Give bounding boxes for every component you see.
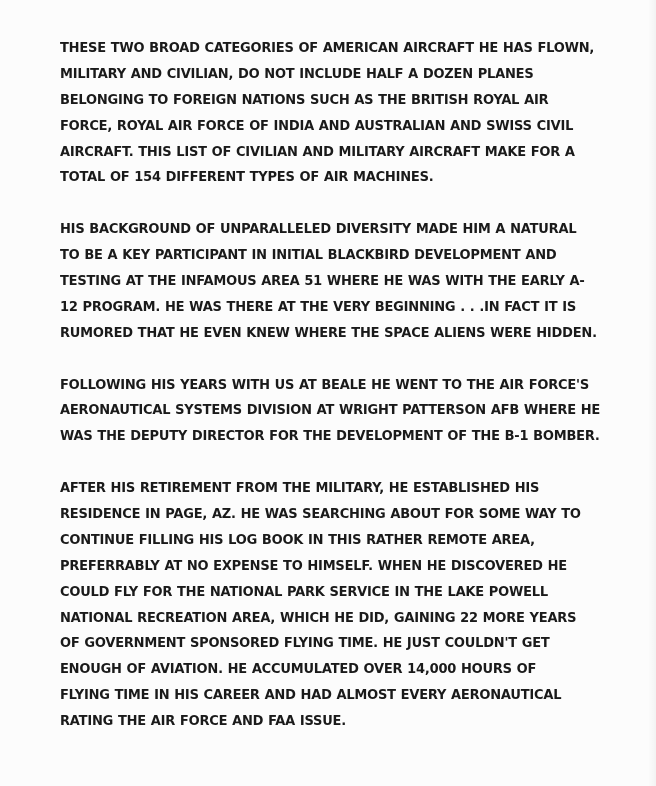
text-line: BELONGING TO FOREIGN NATIONS SUCH AS THE BRITISH ROYAL AIR: [60, 92, 549, 108]
text-line: FOLLOWING HIS YEARS WITH US AT BEALE HE WENT TO THE AIR FORCE'S: [60, 377, 589, 393]
paragraph-retirement: [60, 476, 630, 735]
text-line: TESTING AT THE INFAMOUS AREA 51 WHERE HE WAS WITH THE EARLY A-: [60, 274, 585, 290]
paragraph-aircraft-categories: [60, 36, 630, 191]
text-line: FLYING TIME IN HIS CAREER AND HAD ALMOST EVERY AERONAUTICAL: [60, 688, 562, 704]
text-line: RATING THE AIR FORCE AND FAA ISSUE.: [60, 714, 346, 730]
paragraph-wright-patterson: [60, 373, 630, 451]
text-line: AERONAUTICAL SYSTEMS DIVISION AT WRIGHT PATTERSON AFB WHERE HE: [60, 403, 601, 419]
text-line: ENOUGH OF AVIATION. HE ACCUMULATED OVER 14,000 HOURS OF: [60, 662, 537, 678]
text-line: RUMORED THAT HE EVEN KNEW WHERE THE SPACE ALIENS WERE HIDDEN.: [60, 325, 597, 341]
text-line: TO BE A KEY PARTICIPANT IN INITIAL BLACKBIRD DEVELOPMENT AND: [60, 248, 557, 264]
paragraph-blackbird-development: [60, 217, 630, 346]
text-line: 12 PROGRAM. HE WAS THERE AT THE VERY BEGINNING . . .IN FACT IT IS: [60, 299, 577, 315]
text-line: COULD FLY FOR THE NATIONAL PARK SERVICE IN THE LAKE POWELL: [60, 584, 548, 600]
text-line: CONTINUE FILLING HIS LOG BOOK IN THIS RATHER REMOTE AREA,: [60, 532, 535, 548]
text-line: WAS THE DEPUTY DIRECTOR FOR THE DEVELOPMENT OF THE B-1 BOMBER.: [60, 429, 600, 445]
text-line: AIRCRAFT. THIS LIST OF CIVILIAN AND MILITARY AIRCRAFT MAKE FOR A: [60, 144, 575, 160]
text-line: AFTER HIS RETIREMENT FROM THE MILITARY, HE ESTABLISHED HIS: [60, 481, 540, 497]
scan-edge-shadow: [648, 0, 656, 786]
text-line: MILITARY AND CIVILIAN, DO NOT INCLUDE HALF A DOZEN PLANES: [60, 66, 534, 82]
text-line: FORCE, ROYAL AIR FORCE OF INDIA AND AUSTRALIAN AND SWISS CIVIL: [60, 118, 574, 134]
text-line: PREFERRABLY AT NO EXPENSE TO HIMSELF. WHEN HE DISCOVERED HE: [60, 558, 567, 574]
text-line: THESE TWO BROAD CATEGORIES OF AMERICAN AIRCRAFT HE HAS FLOWN,: [60, 41, 595, 56]
text-line: OF GOVERNMENT SPONSORED FLYING TIME. HE JUST COULDN'T GET: [60, 636, 550, 652]
text-line: RESIDENCE IN PAGE, AZ. HE WAS SEARCHING ABOUT FOR SOME WAY TO: [60, 507, 581, 523]
text-line: TOTAL OF 154 DIFFERENT TYPES OF AIR MACHINES.: [60, 170, 434, 186]
text-line: NATIONAL RECREATION AREA, WHICH HE DID, GAINING 22 MORE YEARS: [60, 610, 577, 626]
document-body: [60, 36, 630, 761]
text-line: HIS BACKGROUND OF UNPARALLELED DIVERSITY MADE HIM A NATURAL: [60, 222, 577, 238]
